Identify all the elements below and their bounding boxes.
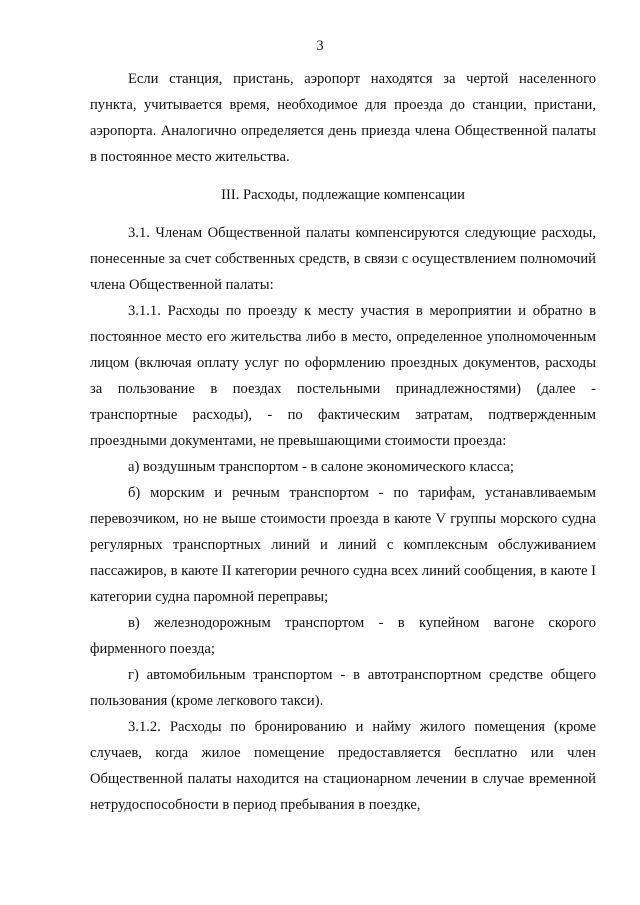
paragraph-rail-transport: в) железнодорожным транспортом - в купейном вагоне скорого фирменного поезда; (90, 615, 596, 657)
paragraph-3-1-1: 3.1.1. Расходы по проезду к месту участия в мероприятии и обратно в постоянное место его жительства либо в место, определенное уполномоченным лицом (включая оплату услуг по оформлению проездных документов, расходы за пользование в поездах постельными принадлежностями) (далее - транспортные расходы), - по фактическим затратам, подтвержденным проездными документами, не превышающими стоимости проезда: (90, 303, 596, 449)
page-number: 3 (316, 38, 324, 54)
paragraph-sea-river-transport: б) морским и речным транспортом - по тарифам, устанавливаемым перевозчиком, но не выше стоимости проезда в каюте V группы морского судна регулярных транспортных линий и линий с комплексным обслуживанием пассажиров, в каюте II категории речного судна всех линий сообщения, в каюте I категории судна паромной переправы; (90, 485, 596, 605)
paragraph-air-transport: а) воздушным транспортом - в салоне экономического класса; (128, 459, 514, 475)
section-heading: III. Расходы, подлежащие компенсации (221, 187, 465, 203)
document-body (90, 66, 596, 818)
paragraph-road-transport: г) автомобильным транспортом - в автотранспортном средстве общего пользования (кроме легкового такси). (90, 667, 596, 709)
paragraph-3-1-2: 3.1.2. Расходы по бронированию и найму жилого помещения (кроме случаев, когда жилое помещение предоставляется бесплатно или член Общественной палаты находится на стационарном лечении в случае временной нетрудоспособности в период пребывания в поездке, (90, 719, 596, 813)
paragraph-arrival-day: Если станция, пристань, аэропорт находятся за чертой населенного пункта, учитывается время, необходимое для проезда до станции, пристани, аэропорта. Аналогично определяется день приезда члена Общественной палаты в постоянное место жительства. (90, 71, 596, 165)
paragraph-3-1: 3.1. Членам Общественной палаты компенсируются следующие расходы, понесенные за счет собственных средств, в связи с осуществлением полномочий члена Общественной палаты: (90, 225, 596, 293)
